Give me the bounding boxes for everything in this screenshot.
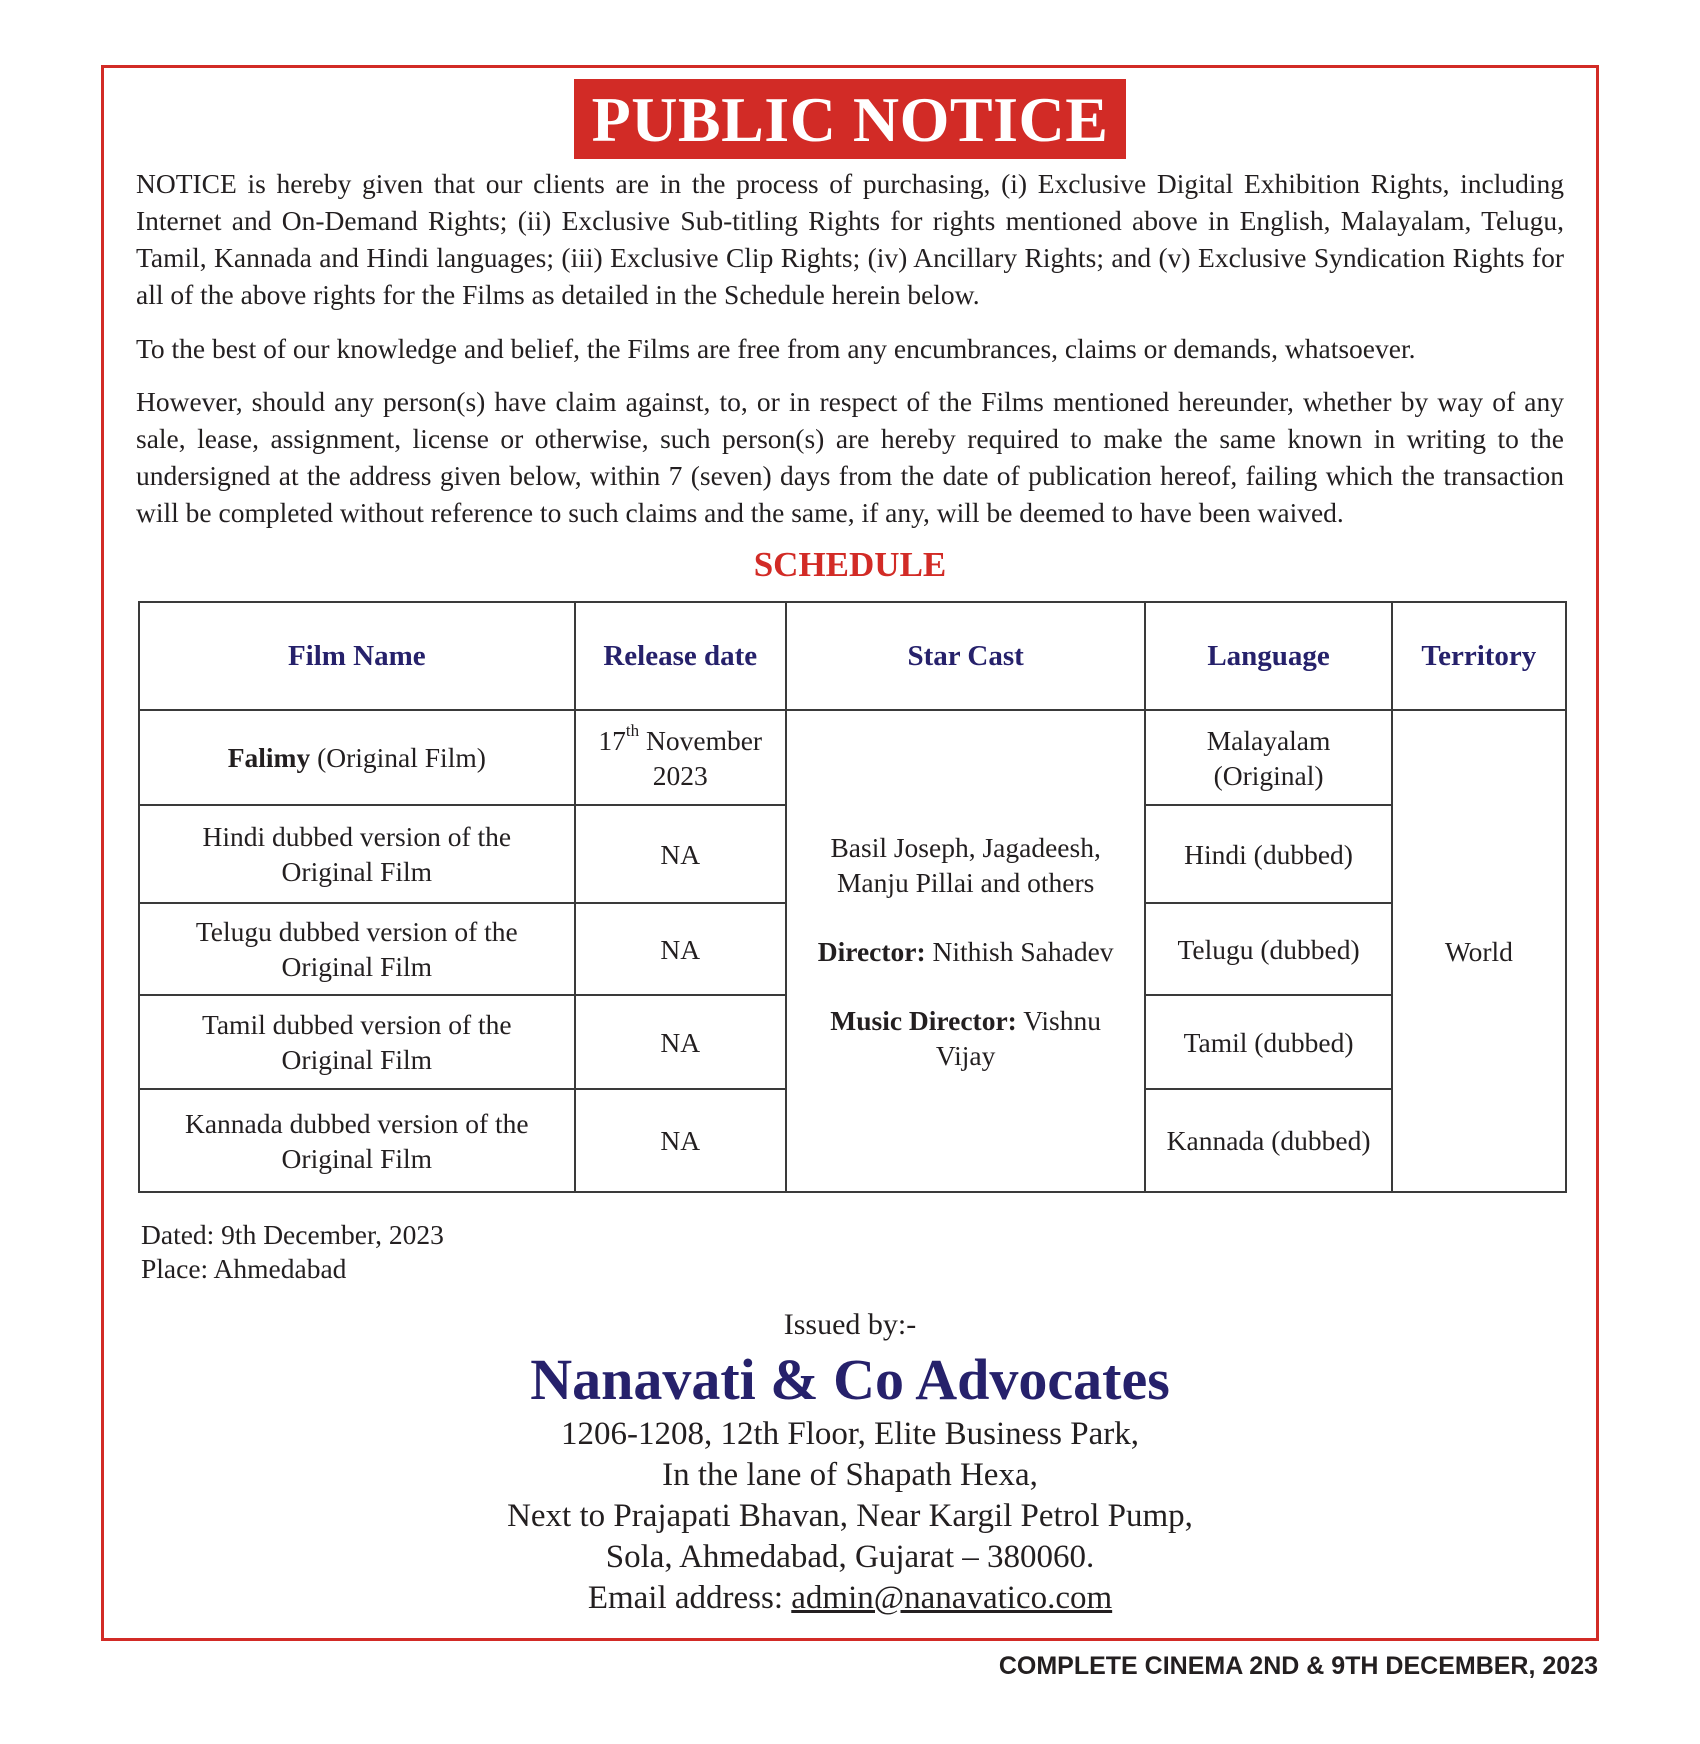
music-director-name: Vishnu bbox=[1016, 1004, 1102, 1036]
film-line-2: Original Film bbox=[281, 951, 433, 982]
language-cell bbox=[1145, 710, 1391, 805]
film-line-1: Hindi dubbed version of the bbox=[202, 821, 512, 852]
column-header-film-name: Film Name bbox=[139, 602, 575, 710]
language-cell: Telugu (dubbed) bbox=[1145, 903, 1391, 995]
release-date-cell: NA bbox=[575, 995, 786, 1089]
address-line-3: Next to Prajapati Bhavan, Near Kargil Petrol Pump, bbox=[507, 1498, 1193, 1534]
film-name-cell bbox=[139, 710, 575, 805]
address-line-4: Sola, Ahmedabad, Gujarat – 380060. bbox=[605, 1539, 1095, 1575]
table-header-row bbox=[139, 602, 1566, 710]
table-row bbox=[139, 710, 1566, 805]
cast-line-1: Basil Joseph, Jagadeesh, bbox=[830, 831, 1101, 863]
director-name: Nithish Sahadev bbox=[925, 935, 1114, 967]
film-name-cell bbox=[139, 805, 575, 903]
issued-by-label: Issued by:- bbox=[783, 1308, 917, 1341]
release-month: November bbox=[639, 724, 763, 756]
title-wrapper bbox=[0, 79, 1700, 159]
music-director-line bbox=[795, 1003, 1137, 1038]
language-cell: Kannada (dubbed) bbox=[1145, 1089, 1391, 1192]
column-header-star-cast: Star Cast bbox=[786, 602, 1146, 710]
publication-footer: COMPLETE CINEMA 2ND & 9TH DECEMBER, 2023 bbox=[998, 1652, 1598, 1680]
film-line-1: Tamil dubbed version of the bbox=[201, 1009, 512, 1040]
language-line-1: Malayalam bbox=[1206, 724, 1331, 756]
dated-line: Dated: 9th December, 2023 bbox=[141, 1219, 444, 1250]
film-name-cell bbox=[139, 1089, 575, 1192]
schedule-table bbox=[138, 601, 1567, 1193]
email-link[interactable]: admin@nanavatico.com bbox=[791, 1580, 1113, 1616]
firm-address bbox=[0, 1414, 1700, 1619]
page-title: PUBLIC NOTICE bbox=[574, 79, 1127, 159]
schedule-heading: SCHEDULE bbox=[753, 545, 947, 584]
release-year: 2023 bbox=[652, 759, 708, 791]
firm-name: Nanavati & Co Advocates bbox=[530, 1347, 1170, 1412]
film-name-cell bbox=[139, 903, 575, 995]
film-line-2: Original Film bbox=[281, 1142, 433, 1174]
director-label: Director: bbox=[817, 935, 926, 967]
film-line-2: Original Film bbox=[281, 856, 433, 887]
address-line-2: In the lane of Shapath Hexa, bbox=[662, 1457, 1038, 1493]
release-day-suffix: th bbox=[625, 721, 640, 741]
email-line bbox=[0, 1578, 1700, 1619]
director-line bbox=[795, 934, 1137, 969]
column-header-territory: Territory bbox=[1392, 602, 1566, 710]
notice-paragraph-2: To the best of our knowledge and belief, the Films are free from any encumbrances, claims or demands, whatsoever. bbox=[136, 333, 1416, 364]
star-cast-cell bbox=[786, 710, 1146, 1192]
film-line-1: Telugu dubbed version of the bbox=[195, 916, 518, 947]
music-director-name-cont: Vijay bbox=[935, 1039, 996, 1071]
film-line-2: Original Film bbox=[281, 1044, 433, 1075]
cast-line-2: Manju Pillai and others bbox=[836, 866, 1095, 898]
release-date-cell: NA bbox=[575, 1089, 786, 1192]
language-line-2: (Original) bbox=[1213, 759, 1324, 791]
notice-paragraph-1: NOTICE is hereby given that our clients are in the process of purchasing, (i) Exclusive Digital Exhibition Rights, including Internet and On-Demand Rights; (ii) Exclusive Sub-titling Rights for rights mentioned above in English, Malayalam, Telugu, Tamil, Kannada and Hindi languages; (iii) Exclusive Clip Rights; (iv) Ancillary Rights; and (v) Exclusive Syndication Rights for all of the above rights for the Films as detailed in the Schedule herein below. bbox=[136, 168, 1564, 310]
star-cast-block bbox=[795, 830, 1137, 1073]
email-label: Email address: bbox=[587, 1580, 792, 1616]
release-date-cell: NA bbox=[575, 903, 786, 995]
film-line-1: Kannada dubbed version of the bbox=[184, 1107, 529, 1139]
language-cell: Tamil (dubbed) bbox=[1145, 995, 1391, 1089]
place-line: Place: Ahmedabad bbox=[141, 1253, 347, 1284]
release-date-cell bbox=[575, 710, 786, 805]
address-line-1: 1206-1208, 12th Floor, Elite Business Park, bbox=[561, 1416, 1139, 1452]
release-date-cell: NA bbox=[575, 805, 786, 903]
release-day: 17 bbox=[598, 724, 626, 756]
column-header-language: Language bbox=[1145, 602, 1391, 710]
music-director-label: Music Director: bbox=[830, 1004, 1017, 1036]
notice-paragraph-3: However, should any person(s) have claim against, to, or in respect of the Films mentioned hereunder, whether by way of any sale, lease, assignment, license or otherwise, such person(s) are hereby required to make the same known in writing to the undersigned at the address given below, within 7 (seven) days from the date of publication hereof, failing which the transaction will be completed without reference to such claims and the same, if any, will be deemed to have been waived. bbox=[136, 386, 1564, 528]
language-cell: Hindi (dubbed) bbox=[1145, 805, 1391, 903]
film-note: (Original Film) bbox=[310, 742, 486, 773]
film-title: Falimy bbox=[227, 742, 311, 773]
territory-cell: World bbox=[1392, 710, 1566, 1192]
film-name-cell bbox=[139, 995, 575, 1089]
column-header-release-date: Release date bbox=[575, 602, 786, 710]
